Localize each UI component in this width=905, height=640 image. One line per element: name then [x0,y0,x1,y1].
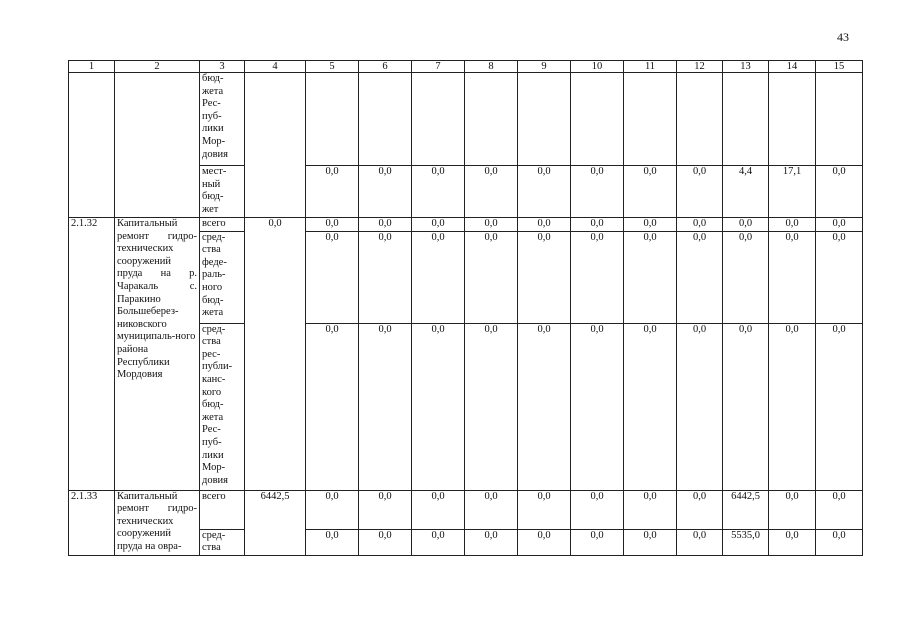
value-cell: 0,0 [518,529,571,555]
col-header: 10 [571,61,624,73]
value-cell: 0,0 [306,231,359,323]
col-header: 3 [200,61,245,73]
value-cell: 0,0 [624,218,677,232]
value-cell: 6442,5 [723,490,769,529]
total-cell: 0,0 [245,218,306,491]
value-cell: 0,0 [677,490,723,529]
value-cell: 0,0 [816,231,863,323]
value-cell: 0,0 [465,529,518,555]
value-cell: 0,0 [518,323,571,490]
value-cell: 0,0 [624,490,677,529]
value-cell: 0,0 [306,218,359,232]
value-cell: 0,0 [518,231,571,323]
value-cell [571,73,624,166]
value-cell [816,73,863,166]
value-cell: 0,0 [306,490,359,529]
budget-table [68,60,863,556]
value-cell: 0,0 [465,231,518,323]
col-header: 12 [677,61,723,73]
value-cell: 0,0 [677,323,723,490]
value-cell: 0,0 [412,529,465,555]
value-cell: 0,0 [518,490,571,529]
source-cell: сред- ства феде- раль- ного бюд- жета [200,231,245,323]
source-cell: бюд- жета Рес- пуб- лики Мор- довия [200,73,245,166]
value-cell [769,73,816,166]
col-header: 1 [69,61,115,73]
value-cell: 0,0 [769,529,816,555]
col-header: 11 [624,61,677,73]
total-cell [245,73,306,218]
value-cell: 0,0 [359,231,412,323]
value-cell: 0,0 [518,166,571,218]
col-header: 2 [115,61,200,73]
value-cell: 0,0 [518,218,571,232]
value-cell: 0,0 [816,218,863,232]
value-cell: 0,0 [359,166,412,218]
col-header: 4 [245,61,306,73]
name-cell [115,73,200,218]
value-cell [518,73,571,166]
value-cell: 0,0 [816,490,863,529]
col-header: 14 [769,61,816,73]
source-cell: мест- ный бюд- жет [200,166,245,218]
value-cell: 0,0 [412,231,465,323]
source-cell: всего [200,490,245,529]
value-cell: 0,0 [359,529,412,555]
value-cell: 0,0 [465,218,518,232]
table-row [69,490,863,529]
total-cell: 6442,5 [245,490,306,555]
value-cell: 0,0 [769,323,816,490]
value-cell: 0,0 [359,490,412,529]
code-cell: 2.1.33 [69,490,115,555]
col-header: 6 [359,61,412,73]
value-cell: 0,0 [624,231,677,323]
value-cell: 0,0 [624,529,677,555]
value-cell: 0,0 [465,166,518,218]
source-cell: всего [200,218,245,232]
col-header: 5 [306,61,359,73]
value-cell: 17,1 [769,166,816,218]
value-cell: 0,0 [571,231,624,323]
value-cell [465,73,518,166]
value-cell: 0,0 [677,231,723,323]
col-header: 15 [816,61,863,73]
value-cell: 0,0 [677,218,723,232]
value-cell: 0,0 [412,218,465,232]
table-row [69,73,863,166]
value-cell: 0,0 [306,166,359,218]
value-cell: 0,0 [571,166,624,218]
value-cell: 0,0 [677,529,723,555]
value-cell: 0,0 [816,323,863,490]
source-cell: сред- ства [200,529,245,555]
source-cell: сред- ства рес- публи- канс- кого бюд- жета Рес- пуб- лики Мор- довия [200,323,245,490]
value-cell: 0,0 [723,231,769,323]
value-cell: 0,0 [769,218,816,232]
value-cell: 0,0 [816,166,863,218]
value-cell: 0,0 [723,323,769,490]
header-row [69,61,863,73]
value-cell [412,73,465,166]
col-header: 13 [723,61,769,73]
name-cell: Капитальный ремонт гидро-технических сооружений пруда на р. Чаракаль с. Паракино Большеберез-никовского муниципаль-ного района Республики Мордовия [115,218,200,491]
value-cell: 0,0 [465,490,518,529]
value-cell: 0,0 [359,218,412,232]
value-cell: 0,0 [677,166,723,218]
code-cell: 2.1.32 [69,218,115,491]
value-cell [306,73,359,166]
value-cell: 0,0 [624,166,677,218]
col-header: 9 [518,61,571,73]
value-cell: 0,0 [359,323,412,490]
value-cell [677,73,723,166]
value-cell: 0,0 [412,323,465,490]
value-cell: 0,0 [571,323,624,490]
value-cell: 0,0 [816,529,863,555]
value-cell [359,73,412,166]
value-cell: 5535,0 [723,529,769,555]
value-cell: 0,0 [306,323,359,490]
value-cell: 0,0 [571,529,624,555]
value-cell: 0,0 [723,218,769,232]
value-cell: 0,0 [769,490,816,529]
value-cell: 0,0 [412,490,465,529]
value-cell: 0,0 [306,529,359,555]
col-header: 8 [465,61,518,73]
value-cell: 0,0 [465,323,518,490]
table-row [69,218,863,232]
value-cell [624,73,677,166]
value-cell: 0,0 [412,166,465,218]
col-header: 7 [412,61,465,73]
code-cell [69,73,115,218]
value-cell: 4,4 [723,166,769,218]
value-cell: 0,0 [624,323,677,490]
page-number: 43 [837,30,849,44]
value-cell [723,73,769,166]
value-cell: 0,0 [769,231,816,323]
value-cell: 0,0 [571,218,624,232]
name-cell: Капитальный ремонт гидро-технических сооружений пруда на овра- [115,490,200,555]
value-cell: 0,0 [571,490,624,529]
